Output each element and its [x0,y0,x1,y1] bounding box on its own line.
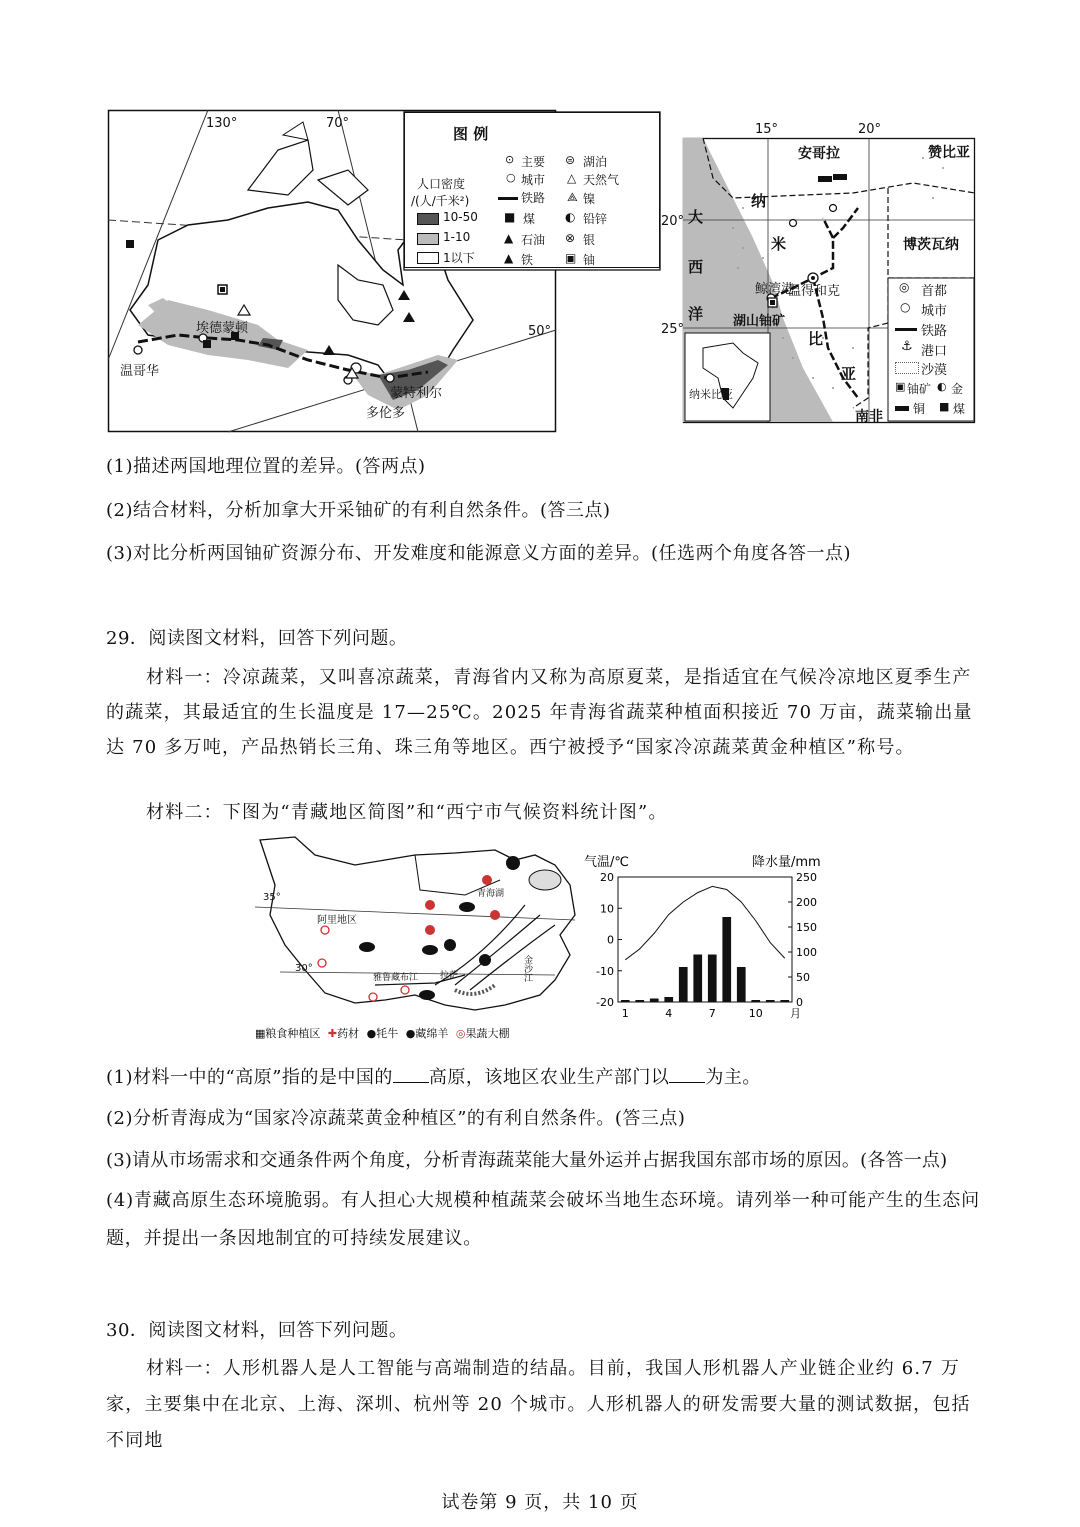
namibia-char-4: 亚 [841,365,857,383]
precip-bar [708,955,717,1003]
precip-bar [766,1000,775,1002]
q30-material1 [106,1351,986,1459]
nm-legend-coal: 煤 [953,402,966,416]
inset-namibia-label: 纳米比亚 [689,388,733,401]
city-montreal: 蒙特利尔 [390,386,443,401]
place-walvis-bay: 鲸湾港 [755,282,795,297]
chart-ytick-label: -20 [596,996,614,1009]
gold-icon: ◐ [937,380,947,393]
namibia-char-3: 比 [808,330,824,348]
nm-legend-city: 城市 [921,304,948,319]
q28-sub3: (3)对比分析两国铀矿资源分布、开发难度和能源意义方面的差异。(任选两个角度各答一点) [106,543,852,564]
legend-city: 城市 [521,173,546,187]
tibet-qinghai-lake: 青海湖 [477,889,505,899]
tibet-lat-35: 35° [263,892,281,903]
legend-major: 主要 [521,155,546,169]
q29-sub1-c: 为主。 [705,1067,761,1088]
uranium-mine-icon: ▣ [895,380,906,393]
country-botswana: 博茨瓦纳 [903,237,959,253]
legend-lead-zinc: 铅锌 [583,212,608,226]
nickel-icon: ⟁ [567,190,578,204]
legend-coal: 煤 [523,212,536,226]
namibia-lat-25: 25° [661,322,685,337]
q29-blank-2[interactable] [669,1064,705,1083]
q29-sub1-b: 高原，该地区农业生产部门以 [428,1067,670,1088]
chart-plot-area [618,877,792,1002]
q30-header: 30．阅读图文材料，回答下列问题。 [106,1320,408,1341]
tibet-lat-30: 30° [295,963,313,974]
copper-icon [895,406,909,411]
nm-legend-gold: 金 [951,382,964,396]
namibia-lon-20: 20° [858,122,882,137]
density-swatch-mid [417,233,439,245]
ocean-char-3: 洋 [688,305,704,323]
canada-lon-130: 130° [206,116,238,131]
nm-legend-desert: 沙漠 [921,363,948,378]
legend-grain: 粮食种植区 [265,1027,321,1040]
legend-yak: 牦牛 [376,1027,399,1040]
herb-icon: ✚ [327,1027,338,1040]
ocean-char-1: 大 [688,208,704,226]
nm-legend-copper: 铜 [913,402,926,416]
chart-ytick-label: -10 [596,964,614,978]
sheep-icon: ● [405,1027,416,1040]
chart-ytick-label: 0 [607,933,614,947]
density-swatch-high [417,213,439,225]
chart-xtick-label: 4 [665,1007,673,1020]
gas-icon: △ [567,171,577,185]
qinghai-tibet-map [255,835,580,1045]
legend-sheep: 藏绵羊 [415,1027,449,1040]
precip-bar [780,1000,789,1002]
precip-bar [722,917,731,1002]
legend-railway: 铁路 [521,191,546,205]
legend-silver: 银 [583,233,596,247]
namibia-char-1: 纳 [751,192,767,210]
tibet-lhasa: 拉萨 [440,971,459,981]
city-toronto: 多伦多 [366,406,406,421]
precip-bar [621,1000,630,1002]
legend-nickel: 镍 [583,192,596,206]
page-footer: 试卷第 9 页，共 10 页 [441,1492,639,1513]
railway-icon [498,197,518,200]
q29-material2 [106,795,986,830]
precip-bar [635,1000,644,1002]
grain-icon: ▦ [255,1027,266,1040]
canada-lon-50: 50° [528,324,552,339]
nm-legend-port: 港口 [921,344,948,359]
anchor-icon: ⚓ [901,339,913,354]
chart-y2tick-label: 250 [796,871,817,884]
q29-material2-text: 材料二：下图为“青藏地区简图”和“西宁市气候资料统计图”。 [146,802,668,823]
legend-herb: 药材 [337,1027,360,1040]
greenhouse-icon: ◎ [455,1027,466,1040]
tibet-ali: 阿里地区 [317,915,357,926]
density-swatch-low [417,252,439,264]
namibia-map [661,122,975,425]
chart-y2tick-label: 50 [796,971,810,984]
canada-legend [404,112,660,268]
uranium-icon: ▣ [565,251,577,265]
precip-bar [664,997,673,1002]
namibia-char-2: 米 [771,235,787,253]
country-south-africa: 南非 [855,409,883,425]
legend-title: 图 例 [453,125,489,143]
q29-material1 [106,660,986,765]
city-vancouver: 温哥华 [120,364,160,379]
legend-gas: 天然气 [583,173,620,187]
xining-climate-chart [580,850,821,1025]
country-zambia: 赞比亚 [928,145,970,161]
legend-greenhouse: 果蔬大棚 [465,1027,510,1040]
temperature-line [625,886,785,959]
country-angola: 安哥拉 [798,146,840,162]
lead-zinc-icon: ◐ [565,210,576,224]
namibia-lat-20: 20° [661,214,685,229]
tibet-jinsha: 金沙江 [522,955,532,982]
precip-bar [751,1000,760,1002]
q28-sub1: (1)描述两国地理位置的差异。(答两点) [106,456,426,477]
nm-railway-icon [895,328,917,331]
nm-city-icon: ○ [900,300,911,314]
q29-sub2: (2)分析青海成为“国家冷凉蔬菜黄金种植区”的有利自然条件。(答三点) [106,1108,686,1129]
density-title-1: 人口密度 [417,177,466,191]
iron-icon: ▲ [504,251,514,265]
nm-legend-uranium: 铀矿 [907,382,932,396]
precip-bar [679,967,688,1002]
chart-ytick-label: 20 [600,871,614,884]
chart-y2tick-label: 200 [796,896,817,909]
nm-coal-icon: ■ [939,400,950,413]
chart-xtick-label: 1 [621,1007,629,1020]
q29-sub4: (4)青藏高原生态环境脆弱。有人担心大规模种植蔬菜会破坏当地生态环境。请列举一种可能产生的生态问题，并提出一条因地制宜的可持续发展建议。 [106,1190,980,1249]
precip-bar [650,999,659,1003]
q29-material1-text: 材料一：冷凉蔬菜，又叫喜凉蔬菜，青海省内又称为高原夏菜，是指适宜在气候冷凉地区夏季生产的蔬菜，其最适宜的生长温度是 17—25℃。2025 年青海省蔬菜种植面积接近 70 万亩，蔬菜输出量达 70 多万吨，产品热销长三角、珠三角等地区。西宁被授予“国家冷凉蔬菜黄金种植区”称号。 [106,667,973,758]
density-item-low: 1以下 [443,251,475,265]
namibia-lon-15: 15° [755,122,779,137]
legend-lake: 湖泊 [583,155,608,169]
capital-icon: ◎ [899,280,910,294]
nm-legend-railway: 铁路 [921,324,948,339]
city-dot-icon: ○ [506,171,516,184]
precip-bar [693,955,702,1003]
legend-iron: 铁 [521,253,534,267]
coal-icon: ■ [504,210,516,224]
place-husab-mine: 湖山铀矿 [733,314,786,329]
tibet-yarlung: 雅鲁藏布江 [373,973,419,983]
chart-xtick-label: 10 [748,1007,763,1020]
density-item-mid: 1-10 [443,230,471,244]
density-title-2: /(人/千米²) [411,194,470,208]
chart-y2label: 降水量/mm [752,855,821,870]
lake-icon: ⊜ [565,153,576,167]
chart-xlabel: 月 [790,1007,801,1020]
chart-xtick-label: 7 [708,1007,716,1020]
q29-header: 29．阅读图文材料，回答下列问题。 [106,628,408,649]
desert-swatch [895,362,919,374]
q29-sub1-a: (1)材料一中的“高原”指的是中国的 [106,1067,393,1088]
city-symbol-icon: ⊙ [505,153,515,166]
city-edmonton: 埃德蒙顿 [196,321,249,336]
canada-lon-70: 70° [326,116,350,131]
place-windhoek: 温得和克 [788,284,841,299]
q29-sub1 [106,1063,761,1089]
precip-bar [737,967,746,1002]
chart-y2tick-label: 0 [796,996,803,1009]
chart-y2tick-label: 100 [796,946,817,959]
tibet-legend [255,1025,580,1043]
ocean-char-2: 西 [688,258,704,276]
chart-ylabel: 气温/℃ [584,855,629,870]
silver-icon: ⊗ [565,231,576,245]
nm-legend-capital: 首都 [921,284,948,299]
q29-blank-1[interactable] [393,1064,429,1083]
chart-y2tick-label: 150 [796,921,817,934]
oil-icon: ▲ [504,231,514,245]
q29-sub3: (3)请从市场需求和交通条件两个角度，分析青海蔬菜能大量外运并占据我国东部市场的原因。(各答一点) [106,1150,948,1171]
legend-oil: 石油 [521,233,546,247]
q30-material1-text: 材料一：人形机器人是人工智能与高端制造的结晶。目前，我国人形机器人产业链企业约 6.7 万家，主要集中在北京、上海、深圳、杭州等 20 个城市。人形机器人的研发需要大量的测试数据，包括不同地 [106,1358,971,1451]
density-item-high: 10-50 [443,210,478,224]
yak-icon: ● [366,1027,377,1040]
chart-ytick-label: 10 [600,902,614,916]
q28-sub2: (2)结合材料，分析加拿大开采铀矿的有利自然条件。(答三点) [106,500,611,521]
legend-uranium: 铀 [583,253,596,267]
